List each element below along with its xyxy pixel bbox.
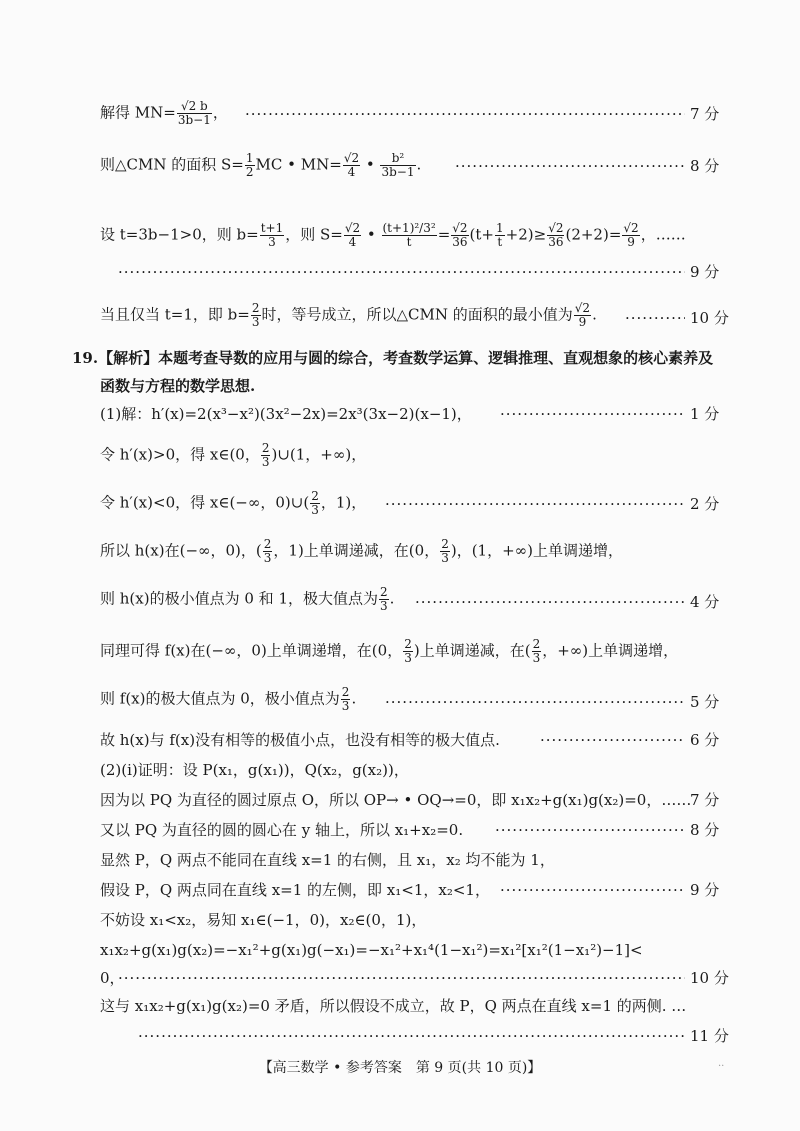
score: 7 分 xyxy=(690,791,720,809)
step-area: 则△CMN 的面积 S= $\frac{1}{2}$ MC • MN= $\frac{√2}{4}$ • $\frac{\text{b²}}{3b-1}$ . xyxy=(100,151,422,179)
leader-dots xyxy=(138,1026,685,1046)
score: 10 分 xyxy=(690,969,729,987)
inequality-derivation: x₁x₂+g(x₁)g(x₂)=−x₁²+g(x₁)g(−x₁)=−x₁²+x₁⁴(1−x₁²)=x₁²[x₁²(1−x₁²)−1]< xyxy=(100,941,643,959)
score: 7 分 xyxy=(690,105,720,123)
step-mn: 解得 MN= $\frac{√2 b}{3b-1}$ ， xyxy=(100,99,228,127)
score: 10 分 xyxy=(690,309,729,327)
step-substitution: 设 t=3b−1>0，则 b= $\frac{t+1}{3}$ ，则 S= $\frac{√2}{4}$ • $\frac{\text{(t+1)²/3²}}{t}$ = $\frac{√2}{36}$ (t+ $\frac{1}{t}$ +2)≥ $\frac{√2}{36}$ (2+2)= $\frac{√2}{9}$ ，…… xyxy=(100,221,686,249)
h-monotonicity: 所以 h(x)在(−∞，0)，( $\frac{2}{3}$ ，1)上单调递减，在(0， $\frac{2}{3}$ )，(1，+∞)上单调递增， xyxy=(100,537,624,565)
corner-mark: .. xyxy=(718,1058,725,1069)
score: 9 分 xyxy=(690,263,720,281)
leader-dots xyxy=(245,104,685,124)
part2-setup: (2)(ⅰ)证明：设 P(x₁，g(x₁))，Q(x₂，g(x₂))， xyxy=(100,761,409,779)
score: 4 分 xyxy=(690,593,720,611)
leader-dots xyxy=(495,820,685,840)
step-min-area: 当且仅当 t=1，即 b= $\frac{2}{3}$ 时，等号成立，所以△CMN 的面积的最小值为 $\frac{√2}{9}$ . xyxy=(100,301,597,329)
leader-dots xyxy=(540,730,685,750)
leader-dots xyxy=(385,692,685,712)
leader-dots xyxy=(118,968,685,988)
score: 2 分 xyxy=(690,495,720,513)
contradiction: 这与 x₁x₂+g(x₁)g(x₂)=0 矛盾，所以假设不成立，故 P，Q 两点在直线 x=1 的两侧. … xyxy=(100,997,687,1015)
score: 9 分 xyxy=(690,881,720,899)
f-extrema: 则 f(x)的极大值点为 0，极小值点为 $\frac{2}{3}$ . xyxy=(100,685,357,713)
leader-dots xyxy=(385,494,685,514)
wlog-setup: 不妨设 x₁<x₂，易知 x₁∈(−1，0)，x₂∈(0，1)， xyxy=(100,911,427,929)
right-side-observation: 显然 P，Q 两点不能同在直线 x=1 的右侧，且 x₁，x₂ 均不能为 1， xyxy=(100,851,555,869)
leader-dots xyxy=(415,592,685,612)
circle-center-on-y-axis: 又以 PQ 为直径的圆的圆心在 y 轴上，所以 x₁+x₂=0. xyxy=(100,821,464,839)
h-increasing-cond: 令 h′(x)>0，得 x∈(0， $\frac{2}{3}$ )∪(1，+∞)， xyxy=(100,441,367,469)
assumption-left-side: 假设 P，Q 两点同在直线 x=1 的左侧，即 x₁<1，x₂<1， xyxy=(100,881,490,899)
h-decreasing-cond: 令 h′(x)<0，得 x∈(−∞，0)∪( $\frac{2}{3}$ ，1)， xyxy=(100,489,367,517)
circle-through-origin: 因为以 PQ 为直径的圆过原点 O，所以 OP→ • OQ→=0，即 x₁x₂+g(x₁)g(x₂)=0，…… xyxy=(100,791,692,809)
question-19-header-cont: 函数与方程的数学思想. xyxy=(100,377,256,395)
part1-derivative: (1)解：h′(x)=2(x³−x²)(3x²−2x)=2x³(3x−2)(x−1)， xyxy=(100,405,472,423)
leader-dots xyxy=(625,308,685,328)
page-footer: 【高三数学 • 参考答案 第 9 页(共 10 页)】 xyxy=(258,1060,542,1076)
f-monotonicity: 同理可得 f(x)在(−∞，0)上单调递增，在(0， $\frac{2}{3}$ )上单调递减，在( $\frac{2}{3}$ ，+∞)上单调递增， xyxy=(100,637,679,665)
score: 5 分 xyxy=(690,693,720,711)
leader-dots xyxy=(118,262,685,282)
score: 8 分 xyxy=(690,821,720,839)
inequality-result: 0， xyxy=(100,969,125,987)
score: 11 分 xyxy=(690,1027,729,1045)
part1-conclusion: 故 h(x)与 f(x)没有相等的极值小点，也没有相等的极大值点. xyxy=(100,731,500,749)
score: 1 分 xyxy=(690,405,720,423)
leader-dots xyxy=(500,880,685,900)
score: 6 分 xyxy=(690,731,720,749)
score: 8 分 xyxy=(690,157,720,175)
h-extrema: 则 h(x)的极小值点为 0 和 1，极大值点为 $\frac{2}{3}$ . xyxy=(100,585,395,613)
leader-dots xyxy=(500,404,685,424)
leader-dots xyxy=(455,156,685,176)
question-19-header: 19.【解析】本题考查导数的应用与圆的综合，考查数学运算、逻辑推理、直观想象的核心素养及 xyxy=(72,349,714,367)
